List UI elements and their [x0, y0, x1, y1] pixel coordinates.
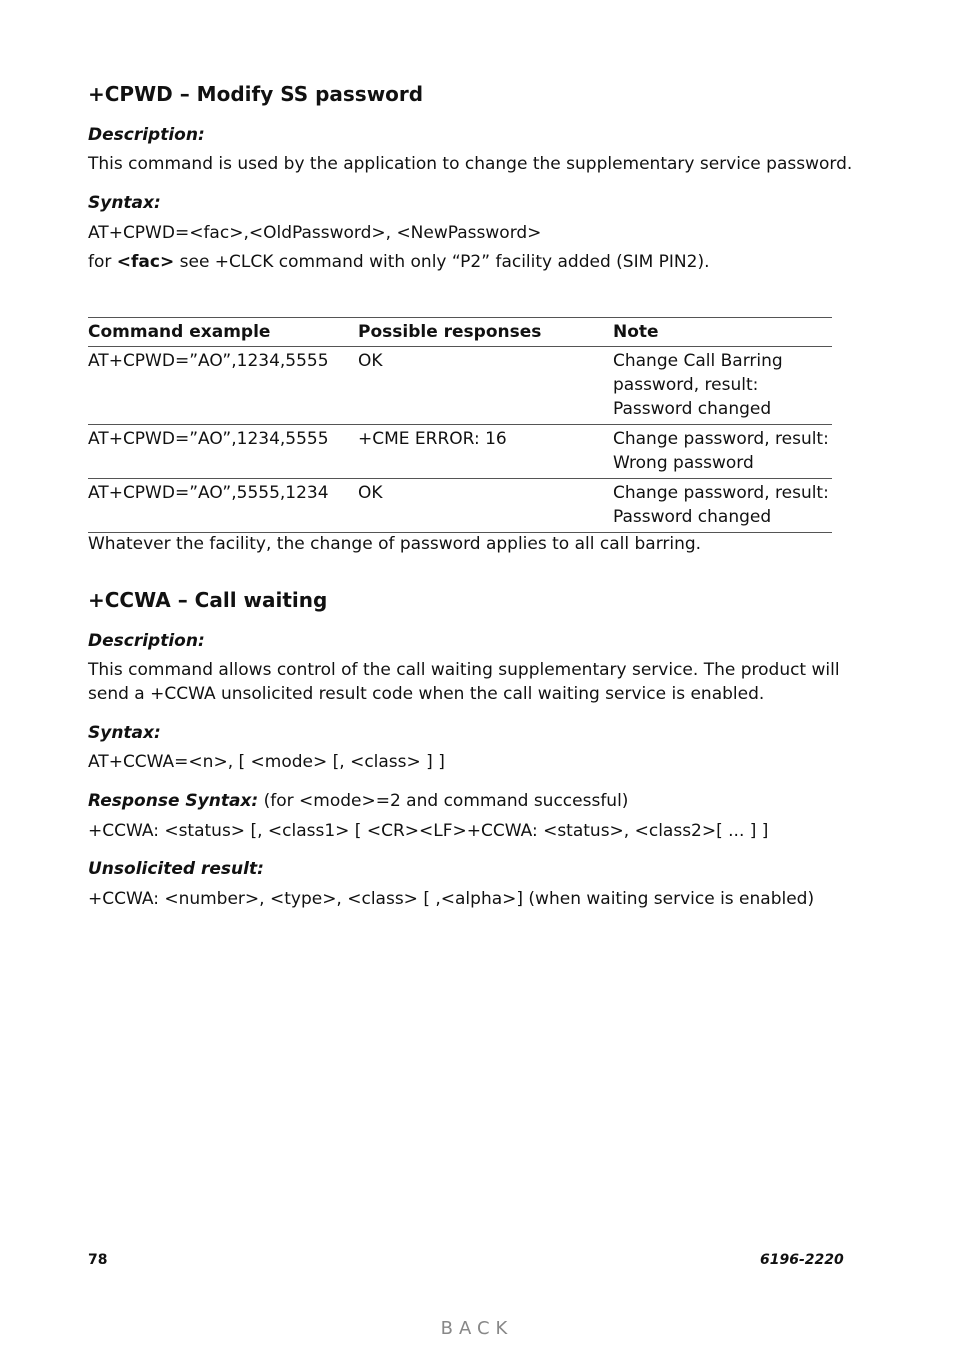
note-line: Password changed — [613, 507, 772, 527]
cell-command: AT+CPWD=”AO”,5555,1234 — [88, 479, 358, 533]
cell-response: OK — [358, 479, 613, 533]
cpwd-syntax: AT+CPWD=<fac>,<OldPassword>, <NewPassword> — [88, 223, 542, 243]
fac-note-post: see +CLCK command with only “P2” facility added (SIM PIN2). — [174, 252, 710, 272]
ccwa-description-label: Description: — [88, 631, 205, 651]
cell-note — [613, 425, 832, 479]
ccwa-syntax-label: Syntax: — [88, 723, 161, 743]
cpwd-after-table-note: Whatever the facility, the change of password applies to all call barring. — [88, 534, 702, 554]
note-line: password, result: — [613, 375, 759, 395]
cpwd-heading: +CPWD – Modify SS password — [88, 82, 424, 106]
note-line: Change password, result: — [613, 429, 829, 449]
ccwa-syntax: AT+CCWA=<n>, [ <mode> [, <class> ] ] — [88, 752, 445, 772]
cell-response: OK — [358, 347, 613, 425]
cell-note — [613, 347, 832, 425]
ccwa-unsolicited-label: Unsolicited result: — [88, 859, 264, 879]
cpwd-syntax-label: Syntax: — [88, 193, 161, 213]
document-number: 6196-2220 — [760, 1252, 844, 1268]
cell-response: +CME ERROR: 16 — [358, 425, 613, 479]
header-command-example: Command example — [88, 318, 358, 347]
header-possible-responses: Possible responses — [358, 318, 613, 347]
note-line: Password changed — [613, 399, 772, 419]
cpwd-command-table — [88, 317, 832, 533]
ccwa-response-syntax-line — [88, 789, 628, 813]
ccwa-description-line2: send a +CCWA unsolicited result code when the call waiting service is enabled. — [88, 684, 765, 704]
page-number: 78 — [88, 1252, 108, 1268]
cpwd-fac-note — [88, 250, 710, 274]
note-line: Change Call Barring — [613, 351, 783, 371]
cell-command: AT+CPWD=”AO”,1234,5555 — [88, 425, 358, 479]
header-note: Note — [613, 318, 832, 347]
fac-note-pre: for — [88, 252, 117, 272]
table-row — [88, 479, 832, 533]
table-row — [88, 347, 832, 425]
table-row — [88, 425, 832, 479]
response-syntax-note: (for <mode>=2 and command successful) — [258, 791, 629, 811]
ccwa-description-line1: This command allows control of the call waiting supplementary service. The product will — [88, 660, 840, 680]
table-header-row — [88, 318, 832, 347]
cpwd-description-label: Description: — [88, 125, 205, 145]
cpwd-description: This command is used by the application to change the supplementary service password. — [88, 154, 853, 174]
back-link[interactable]: BACK — [440, 1318, 514, 1339]
ccwa-heading: +CCWA – Call waiting — [88, 588, 328, 612]
cell-note — [613, 479, 832, 533]
ccwa-response-syntax: +CCWA: <status> [, <class1> [ <CR><LF>+CCWA: <status>, <class2>[ ... ] ] — [88, 821, 769, 841]
ccwa-unsolicited: +CCWA: <number>, <type>, <class> [ ,<alpha>] (when waiting service is enabled) — [88, 889, 815, 909]
response-syntax-label: Response Syntax: — [88, 791, 259, 811]
note-line: Wrong password — [613, 453, 754, 473]
fac-note-bold: <fac> — [116, 252, 175, 272]
note-line: Change password, result: — [613, 483, 829, 503]
cell-command: AT+CPWD=”AO”,1234,5555 — [88, 347, 358, 425]
